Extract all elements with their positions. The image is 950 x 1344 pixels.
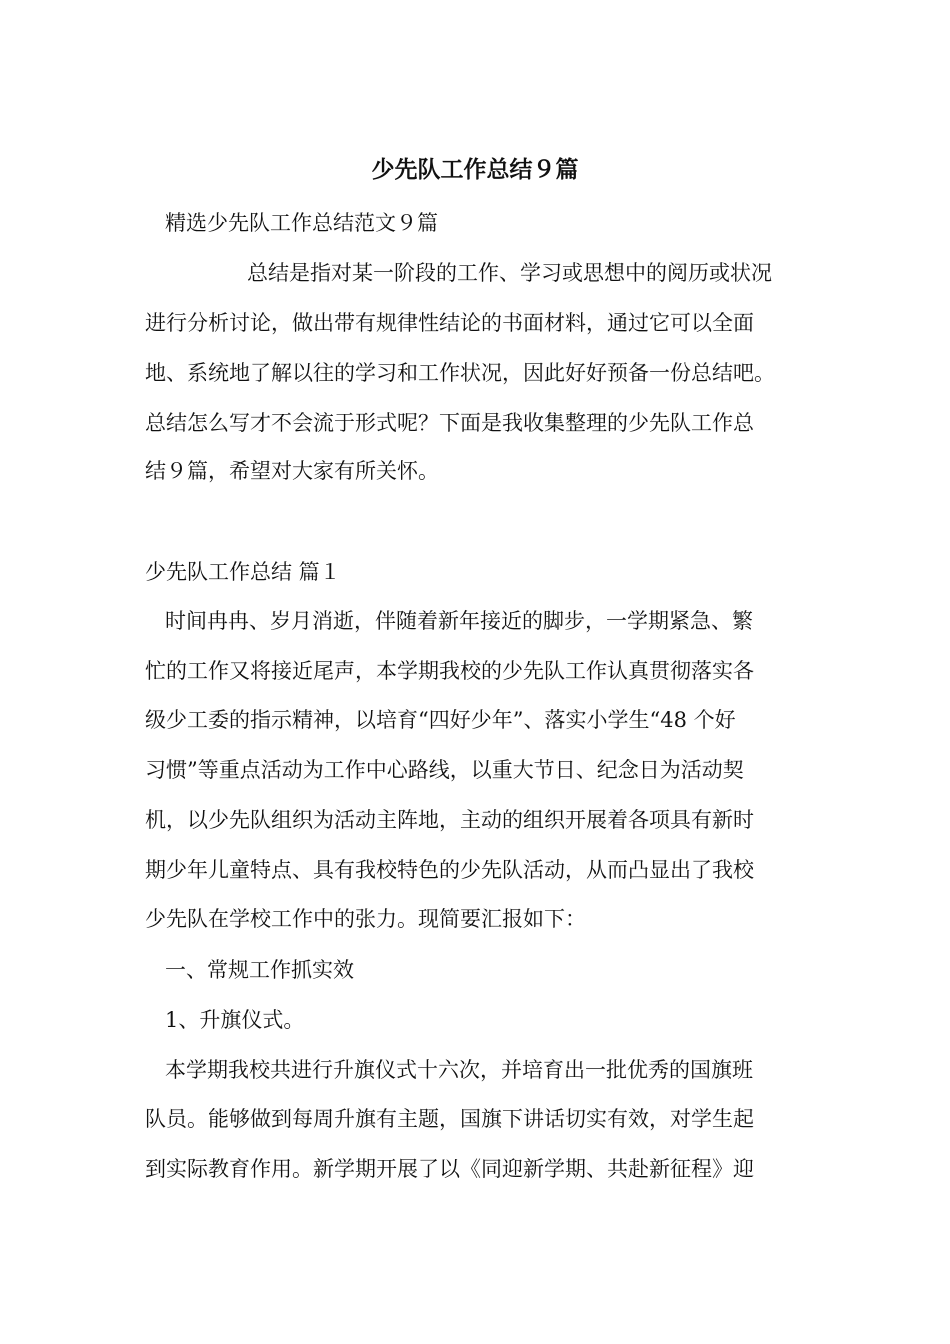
document-subtitle: 精选少先队工作总结范文９篇 <box>165 211 438 235</box>
paragraph-2-line-1: 本学期我校共进行升旗仪式十六次，并培育出一批优秀的国旗班 <box>165 1058 753 1082</box>
intro-line-2: 进行分析讨论，做出带有规律性结论的书面材料，通过它可以全面 <box>145 311 754 335</box>
paragraph-2-line-2: 队员。能够做到每周升旗有主题，国旗下讲话切实有效，对学生起 <box>145 1107 754 1131</box>
intro-line-1: 总结是指对某一阶段的工作、学习或思想中的阅历或状况 <box>247 261 772 285</box>
section-body-line-2: 忙的工作又将接近尾声，本学期我校的少先队工作认真贯彻落实各 <box>145 659 754 683</box>
section-body-line-1: 时间冉冉、岁月消逝，伴随着新年接近的脚步，一学期紧急、繁 <box>165 609 753 633</box>
intro-line-3: 地、系统地了解以往的学习和工作状况，因此好好预备一份总结吧。 <box>145 361 775 385</box>
paragraph-2-line-3: 到实际教育作用。新学期开展了以《同迎新学期、共赴新征程》迎 <box>145 1157 754 1181</box>
section-body-line-5: 机，以少先队组织为活动主阵地，主动的组织开展着各项具有新时 <box>145 808 754 832</box>
section-heading: 少先队工作总结 篇１ <box>145 560 341 584</box>
subheading-routine-work: 一、常规工作抓实效 <box>165 958 354 982</box>
document-title: 少先队工作总结９篇 <box>371 157 579 183</box>
section-body-line-6: 期少年儿童特点、具有我校特色的少先队活动，从而凸显出了我校 <box>145 858 754 882</box>
intro-line-4: 总结怎么写才不会流于形式呢？下面是我收集整理的少先队工作总 <box>145 411 754 435</box>
intro-line-5: 结９篇，希望对大家有所关怀。 <box>145 459 439 483</box>
section-body-line-3: 级少工委的指示精神，以培育“四好少年”、落实小学生“48 个好 <box>145 708 736 732</box>
section-body-line-4: 习惯”等重点活动为工作中心路线，以重大节日、纪念日为活动契 <box>145 758 744 782</box>
subheading-flag-ceremony: 1、升旗仪式。 <box>165 1008 305 1032</box>
section-body-line-7: 少先队在学校工作中的张力。现简要汇报如下： <box>145 907 586 931</box>
